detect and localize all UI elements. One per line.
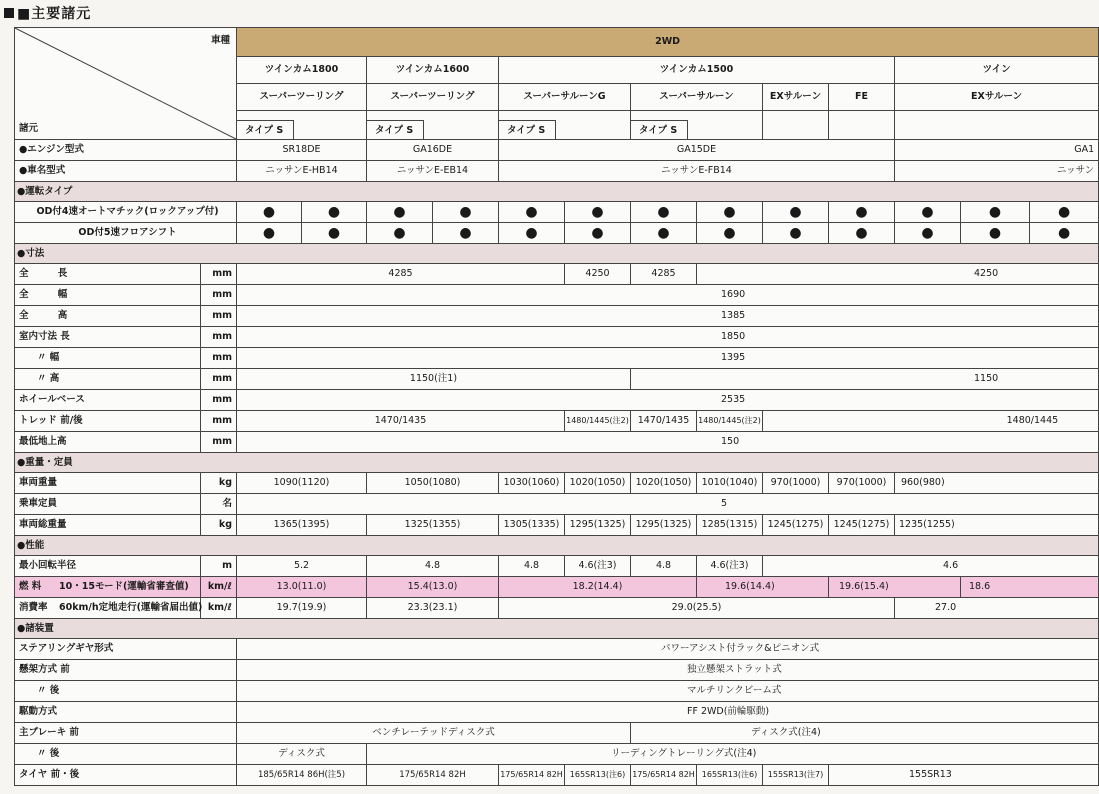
row-label-height: 全 高 bbox=[15, 306, 201, 327]
grade-head: EXサルーン bbox=[763, 84, 829, 111]
row-label-brake-front: 主ブレーキ 前 bbox=[15, 723, 237, 744]
cell: マルチリンクビーム式 bbox=[237, 681, 1099, 702]
cell: 29.0(25.5) bbox=[499, 598, 895, 619]
cell: 1150 bbox=[631, 369, 1099, 390]
row-label-at: OD付4速オートマチック(ロックアップ付) bbox=[15, 202, 237, 223]
dot-mark bbox=[433, 202, 499, 223]
row-label-gross: 車両総重量 bbox=[15, 515, 201, 536]
cell: ディスク式(注4) bbox=[631, 723, 1099, 744]
empty-cell bbox=[763, 111, 829, 140]
cell: 23.3(23.1) bbox=[367, 598, 499, 619]
type-s-label: タイプ S bbox=[237, 120, 294, 140]
unit: mm bbox=[201, 390, 237, 411]
row-label-width: 全 幅 bbox=[15, 285, 201, 306]
cell: 4.6(注3) bbox=[697, 556, 763, 577]
cell: 1150(注1) bbox=[237, 369, 631, 390]
cell: 19.7(19.9) bbox=[237, 598, 367, 619]
dot-mark bbox=[367, 202, 433, 223]
dot-mark bbox=[631, 202, 697, 223]
dot-mark bbox=[763, 223, 829, 244]
grade-head: スーパーサルーン bbox=[631, 84, 763, 111]
cell: 155SR13 bbox=[829, 765, 1099, 786]
unit: mm bbox=[201, 411, 237, 432]
cell: 175/65R14 82H bbox=[631, 765, 697, 786]
grade-head: スーパーサルーンG bbox=[499, 84, 631, 111]
cell: 4.8 bbox=[631, 556, 697, 577]
corner-spec-label: 諸元 bbox=[19, 122, 39, 134]
dot-mark bbox=[961, 202, 1030, 223]
row-label-fuel-const bbox=[15, 598, 201, 619]
header-corner bbox=[15, 28, 237, 140]
drive-band-2wd: 2WD bbox=[237, 28, 1099, 57]
dot-mark bbox=[895, 202, 961, 223]
row-label-fuel-mode bbox=[15, 577, 201, 598]
cell: 4.6 bbox=[763, 556, 1099, 577]
cell: 1470/1435 bbox=[631, 411, 697, 432]
row-label-tread: トレッド 前/後 bbox=[15, 411, 201, 432]
row-label-steering: ステアリングギヤ形式 bbox=[15, 639, 237, 660]
cell: 1480/1445(注2) bbox=[565, 411, 631, 432]
cell: 175/65R14 82H bbox=[499, 765, 565, 786]
row-label-curb: 車両重量 bbox=[15, 473, 201, 494]
engine-head-1600: ツインカム1600 bbox=[367, 57, 499, 84]
unit: km/ℓ bbox=[201, 577, 237, 598]
dot-mark bbox=[302, 223, 367, 244]
dot-mark bbox=[697, 223, 763, 244]
cell: 1470/1435 bbox=[237, 411, 565, 432]
dot-mark bbox=[631, 223, 697, 244]
dot-mark bbox=[961, 223, 1030, 244]
row-label-room-height: 〃 高 bbox=[15, 369, 201, 390]
cell: FF 2WD(前輪駆動) bbox=[237, 702, 1099, 723]
engine-head-twin: ツイン bbox=[895, 57, 1099, 84]
section-equip: ●諸装置 bbox=[15, 619, 1099, 639]
cell: 1480/1445(注2) bbox=[697, 411, 763, 432]
cell: 1385 bbox=[237, 306, 1099, 327]
cell: 4250 bbox=[565, 264, 631, 285]
cell: 15.4(13.0) bbox=[367, 577, 499, 598]
cell: 175/65R14 82H bbox=[367, 765, 499, 786]
cell: ニッサンE-FB14 bbox=[499, 161, 895, 182]
unit: km/ℓ bbox=[201, 598, 237, 619]
row-label-length: 全 長 bbox=[15, 264, 201, 285]
dot-mark bbox=[433, 223, 499, 244]
empty-cell bbox=[895, 111, 1099, 140]
cell: 1050(1080) bbox=[367, 473, 499, 494]
row-label-model: ●車名型式 bbox=[15, 161, 237, 182]
cell: 4285 bbox=[237, 264, 565, 285]
cell: 27.0 bbox=[895, 598, 1099, 619]
unit: kg bbox=[201, 473, 237, 494]
row-label-ground: 最低地上高 bbox=[15, 432, 201, 453]
unit: mm bbox=[201, 264, 237, 285]
cell: 165SR13(注6) bbox=[565, 765, 631, 786]
unit: mm bbox=[201, 432, 237, 453]
type-s-label: タイプ S bbox=[499, 120, 556, 140]
row-label-engine: ●エンジン型式 bbox=[15, 140, 237, 161]
dot-mark bbox=[829, 223, 895, 244]
cell: 1030(1060) bbox=[499, 473, 565, 494]
dot-mark bbox=[565, 202, 631, 223]
cell: 5 bbox=[237, 494, 1099, 515]
cell: 1365(1395) bbox=[237, 515, 367, 536]
cell: 1020(1050) bbox=[631, 473, 697, 494]
corner-car-label: 車種 bbox=[210, 35, 230, 46]
unit: mm bbox=[201, 285, 237, 306]
dot-mark bbox=[1030, 202, 1099, 223]
cell: 4285 bbox=[631, 264, 697, 285]
cell: 4.8 bbox=[367, 556, 499, 577]
type-s-label: タイプ S bbox=[367, 120, 424, 140]
cell: 185/65R14 86H(注5) bbox=[237, 765, 367, 786]
cell: パワーアシスト付ラック&ピニオン式 bbox=[237, 639, 1099, 660]
cell: 1295(1325) bbox=[631, 515, 697, 536]
cell: 4.8 bbox=[499, 556, 565, 577]
row-label-room-width: 〃 幅 bbox=[15, 348, 201, 369]
row-label-turn: 最小回転半径 bbox=[15, 556, 201, 577]
row-label-wheelbase: ホイールベース bbox=[15, 390, 201, 411]
type-s-cell bbox=[499, 111, 631, 140]
cell: ニッサンE-HB14 bbox=[237, 161, 367, 182]
cell: 1010(1040) bbox=[697, 473, 763, 494]
section-drive: ●運転タイプ bbox=[15, 182, 1099, 202]
cell: ベンチレーテッドディスク式 bbox=[237, 723, 631, 744]
cell: 155SR13(注7) bbox=[763, 765, 829, 786]
cell: 13.0(11.0) bbox=[237, 577, 367, 598]
row-label-susp-rear: 〃 後 bbox=[15, 681, 237, 702]
dot-mark bbox=[499, 223, 565, 244]
cell: 18.2(14.4) bbox=[499, 577, 697, 598]
cell: 4250 bbox=[697, 264, 1099, 285]
cell: ディスク式 bbox=[237, 744, 367, 765]
cell: 1325(1355) bbox=[367, 515, 499, 536]
cell: 1285(1315) bbox=[697, 515, 763, 536]
dot-mark bbox=[499, 202, 565, 223]
cell: 18.6 bbox=[961, 577, 1099, 598]
row-label-tire: タイヤ 前・後 bbox=[15, 765, 237, 786]
grade-head: スーパーツーリング bbox=[367, 84, 499, 111]
cell: 1395 bbox=[237, 348, 1099, 369]
dot-mark bbox=[1030, 223, 1099, 244]
cell: 960(980) bbox=[895, 473, 1099, 494]
row-label-brake-rear: 〃 後 bbox=[15, 744, 237, 765]
row-label-room-length: 室内寸法 長 bbox=[15, 327, 201, 348]
dot-mark bbox=[697, 202, 763, 223]
type-s-cell bbox=[237, 111, 367, 140]
spec-table-wrapper bbox=[14, 27, 1095, 794]
consumption-label: 消費率 bbox=[19, 602, 48, 614]
cell: 1480/1445 bbox=[763, 411, 1099, 432]
unit: 名 bbox=[201, 494, 237, 515]
type-s-cell bbox=[367, 111, 499, 140]
cell: 150 bbox=[237, 432, 1099, 453]
row-label-susp-front: 懸架方式 前 bbox=[15, 660, 237, 681]
section-dims: ●寸法 bbox=[15, 244, 1099, 264]
dot-mark bbox=[302, 202, 367, 223]
engine-head-1800: ツインカム1800 bbox=[237, 57, 367, 84]
cell: 19.6(14.4) bbox=[697, 577, 829, 598]
cell: 4.6(注3) bbox=[565, 556, 631, 577]
dot-mark bbox=[237, 202, 302, 223]
cell: GA16DE bbox=[367, 140, 499, 161]
cell: GA1 bbox=[895, 140, 1099, 161]
cell: 1235(1255) bbox=[895, 515, 1099, 536]
cell: 1295(1325) bbox=[565, 515, 631, 536]
row-label-capacity: 乗車定員 bbox=[15, 494, 201, 515]
cell: 1245(1275) bbox=[763, 515, 829, 536]
cell: SR18DE bbox=[237, 140, 367, 161]
unit: m bbox=[201, 556, 237, 577]
page-title: ■主要諸元 bbox=[4, 3, 91, 23]
cell: 1020(1050) bbox=[565, 473, 631, 494]
cell: 970(1000) bbox=[763, 473, 829, 494]
engine-head-1500: ツインカム1500 bbox=[499, 57, 895, 84]
spec-table bbox=[14, 27, 1099, 786]
cell: 5.2 bbox=[237, 556, 367, 577]
cell: ニッサンE-EB14 bbox=[367, 161, 499, 182]
grade-head: FE bbox=[829, 84, 895, 111]
grade-head: EXサルーン bbox=[895, 84, 1099, 111]
row-label-drive-system: 駆動方式 bbox=[15, 702, 237, 723]
cell: 2535 bbox=[237, 390, 1099, 411]
cell: 1090(1120) bbox=[237, 473, 367, 494]
cell: 独立懸架ストラット式 bbox=[237, 660, 1099, 681]
cell: 1850 bbox=[237, 327, 1099, 348]
cell: 165SR13(注6) bbox=[697, 765, 763, 786]
const-label: 60km/h定地走行(運輸省届出値) bbox=[59, 602, 203, 614]
unit: mm bbox=[201, 369, 237, 390]
unit: kg bbox=[201, 515, 237, 536]
cell: GA15DE bbox=[499, 140, 895, 161]
grade-head: スーパーツーリング bbox=[237, 84, 367, 111]
dot-mark bbox=[763, 202, 829, 223]
dot-mark bbox=[895, 223, 961, 244]
cell: ニッサン bbox=[895, 161, 1099, 182]
dot-mark bbox=[237, 223, 302, 244]
fuel-label: 燃 料 bbox=[19, 581, 42, 593]
section-weight: ●重量・定員 bbox=[15, 453, 1099, 473]
cell: 1245(1275) bbox=[829, 515, 895, 536]
cell: 1690 bbox=[237, 285, 1099, 306]
cell: 970(1000) bbox=[829, 473, 895, 494]
empty-cell bbox=[829, 111, 895, 140]
section-perf: ●性能 bbox=[15, 536, 1099, 556]
type-s-label: タイプ S bbox=[631, 120, 688, 140]
dot-mark bbox=[565, 223, 631, 244]
cell: リーディングトレーリング式(注4) bbox=[367, 744, 1099, 765]
unit: mm bbox=[201, 348, 237, 369]
cell: 19.6(15.4) bbox=[829, 577, 961, 598]
unit: mm bbox=[201, 327, 237, 348]
mode-label: 10・15モード(運輸省審査値) bbox=[59, 581, 189, 593]
dot-mark bbox=[367, 223, 433, 244]
type-s-cell bbox=[631, 111, 763, 140]
cell: 1305(1335) bbox=[499, 515, 565, 536]
dot-mark bbox=[829, 202, 895, 223]
row-label-mt: OD付5速フロアシフト bbox=[15, 223, 237, 244]
unit: mm bbox=[201, 306, 237, 327]
